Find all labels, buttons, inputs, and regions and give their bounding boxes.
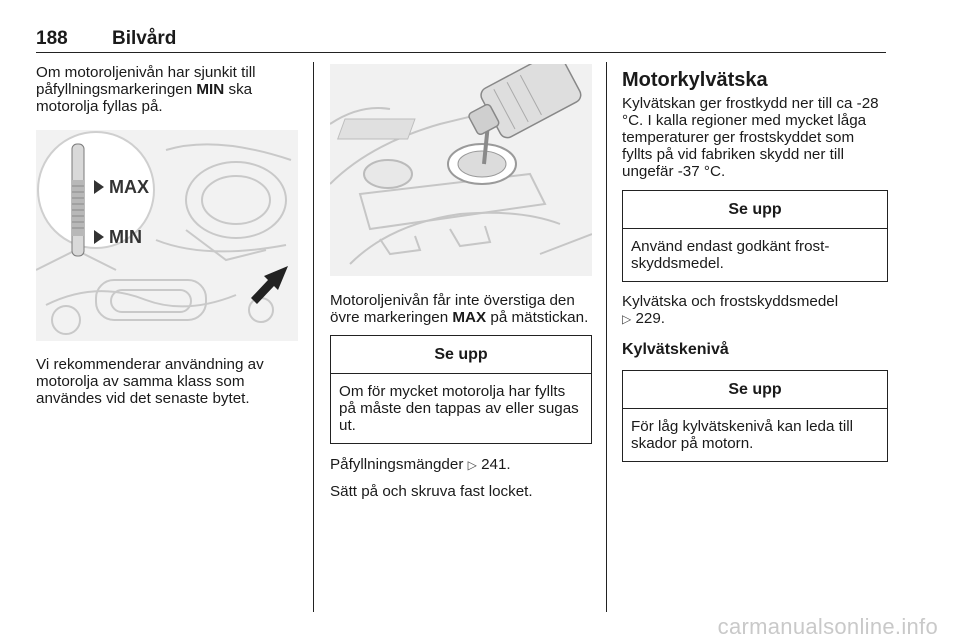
page-number: 188	[36, 28, 68, 49]
section-heading: Motorkylvätska	[622, 69, 768, 91]
column-right	[622, 68, 888, 462]
min-marking-label: MIN	[196, 81, 225, 98]
engine-bay-drawing	[36, 130, 298, 341]
text-span: Påfyllningsmängder	[330, 456, 464, 473]
column-divider	[313, 62, 314, 612]
column-left-lower	[36, 356, 302, 407]
recommend-paragraph: Vi rekommenderar användning av motorolja av samma klass som användes vid det senaste bytet.	[36, 356, 264, 407]
caution-title: Se upp	[623, 191, 887, 229]
subsection-heading: Kylvätskenivå	[622, 341, 729, 358]
caution-title: Se upp	[331, 336, 591, 374]
text-span: Kylvätska och frostskyddsmedel	[622, 293, 839, 310]
reference-triangle-icon: ▷	[467, 458, 477, 472]
min-marker-label: MIN	[109, 227, 142, 247]
page-reference[interactable]: 229.	[635, 310, 666, 327]
text-span: ska motorolja fyllas på.	[36, 81, 253, 115]
text-span: Om motoroljenivån har sjunkit till påfyllningsmarkeringen	[36, 64, 256, 98]
dipstick-illustration	[36, 130, 298, 341]
watermark: carmanualsonline.info	[717, 614, 938, 639]
max-marking-label: MAX	[452, 309, 487, 326]
max-marker-label: MAX	[109, 177, 149, 197]
engine-cover-drawing	[330, 64, 592, 276]
column-divider	[606, 62, 607, 612]
caution-box-oil	[330, 335, 592, 444]
caution-text: Använd endast godkänt frost-skyddsmedel.	[631, 238, 830, 272]
chapter-title: Bilvård	[112, 28, 177, 49]
coolant-intro: Kylvätskan ger frostkydd ner till ca -28 °C. I kalla regioner med mycket låga temperaturer ger frostskyddet som fyllts på vid fabriken skydd ner till ungefär -37 °C.	[622, 95, 879, 180]
page-header	[36, 26, 886, 53]
column-middle	[330, 292, 592, 500]
coolant-reference	[622, 293, 862, 328]
text-span: Motoroljenivån får inte överstiga den övre markeringen	[330, 292, 575, 326]
oil-filling-illustration	[330, 64, 592, 276]
capacity-reference	[330, 456, 592, 474]
caution-text: Om för mycket motorolja har fyllts på måste den tappas av eller sugas ut.	[339, 383, 579, 434]
reference-triangle-icon: ▷	[622, 312, 632, 326]
column-left	[36, 64, 302, 115]
max-level-paragraph	[330, 292, 592, 326]
page-reference[interactable]: 241.	[481, 456, 511, 473]
caution-text: För låg kylvätskenivå kan leda till skador på motorn.	[631, 418, 854, 452]
oil-low-paragraph	[36, 64, 276, 115]
caution-box-coolant-level	[622, 370, 888, 462]
close-cap-paragraph: Sätt på och skruva fast locket.	[330, 483, 533, 500]
caution-title: Se upp	[623, 371, 887, 409]
caution-box-antifreeze	[622, 190, 888, 282]
text-span: på mätstickan.	[486, 309, 589, 326]
